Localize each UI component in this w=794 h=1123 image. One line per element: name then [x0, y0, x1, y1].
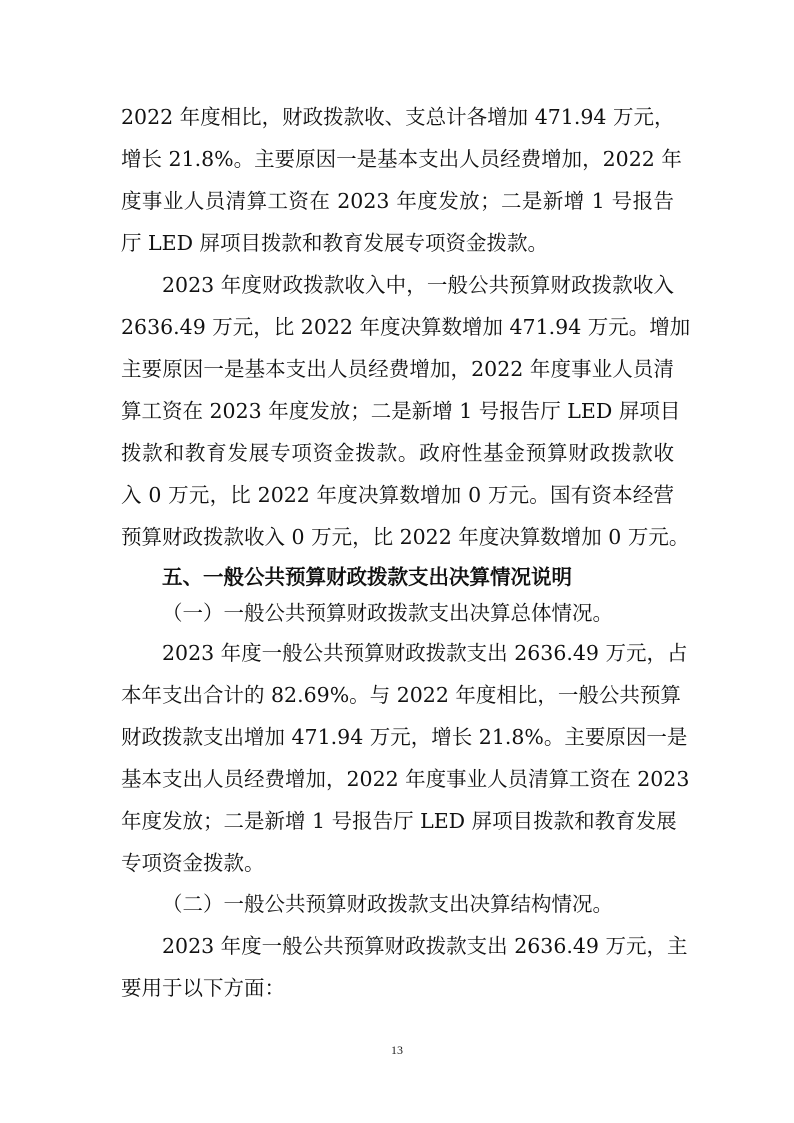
p2-line-3: 主要原因一是基本支出人员经费增加，2022 年度事业人员清 [121, 357, 674, 381]
p3-line-3: 财政拨款支出增加 471.94 万元，增长 21.8%。主要原因一是 [121, 725, 688, 749]
p2-line-2: 2636.49 万元，比 2022 年度决算数增加 471.94 万元。增加 [121, 315, 691, 339]
p1-line-4: 厅 LED 屏项目拨款和教育发展专项资金拨款。 [121, 231, 549, 255]
p4-line-1: 2023 年度一般公共预算财政拨款支出 2636.49 万元，主 [162, 934, 688, 958]
p3-line-6: 专项资金拨款。 [121, 851, 265, 875]
p2-line-7: 预算财政拨款收入 0 万元，比 2022 年度决算数增加 0 万元。 [121, 525, 690, 549]
subheading-1: （一）一般公共预算财政拨款支出决算总体情况。 [162, 601, 613, 625]
p1-line-2: 增长 21.8%。主要原因一是基本支出人员经费增加，2022 年 [121, 147, 682, 171]
p3-line-5: 年度发放；二是新增 1 号报告厅 LED 屏项目拨款和教育发展 [121, 809, 677, 833]
section-heading-5: 五、一般公共预算财政拨款支出决算情况说明 [162, 565, 572, 589]
p3-line-4: 基本支出人员经费增加，2022 年度事业人员清算工资在 2023 [121, 767, 690, 791]
p3-line-2: 本年支出合计的 82.69%。与 2022 年度相比，一般公共预算 [121, 683, 681, 707]
p4-line-2: 要用于以下方面： [121, 976, 285, 1000]
p2-line-1: 2023 年度财政拨款收入中，一般公共预算财政拨款收入 [162, 273, 674, 297]
p1-line-1: 2022 年度相比，财政拨款收、支总计各增加 471.94 万元， [121, 105, 675, 129]
subheading-2: （二）一般公共预算财政拨款支出决算结构情况。 [162, 892, 613, 916]
p2-line-4: 算工资在 2023 年度发放；二是新增 1 号报告厅 LED 屏项目 [121, 399, 681, 423]
p2-line-5: 拨款和教育发展专项资金拨款。政府性基金预算财政拨款收 [121, 441, 674, 465]
page-number: 13 [391, 1043, 403, 1057]
p3-line-1: 2023 年度一般公共预算财政拨款支出 2636.49 万元，占 [162, 641, 688, 665]
p1-line-3: 度事业人员清算工资在 2023 年度发放；二是新增 1 号报告 [121, 189, 674, 213]
p2-line-6: 入 0 万元，比 2022 年度决算数增加 0 万元。国有资本经营 [121, 483, 674, 507]
